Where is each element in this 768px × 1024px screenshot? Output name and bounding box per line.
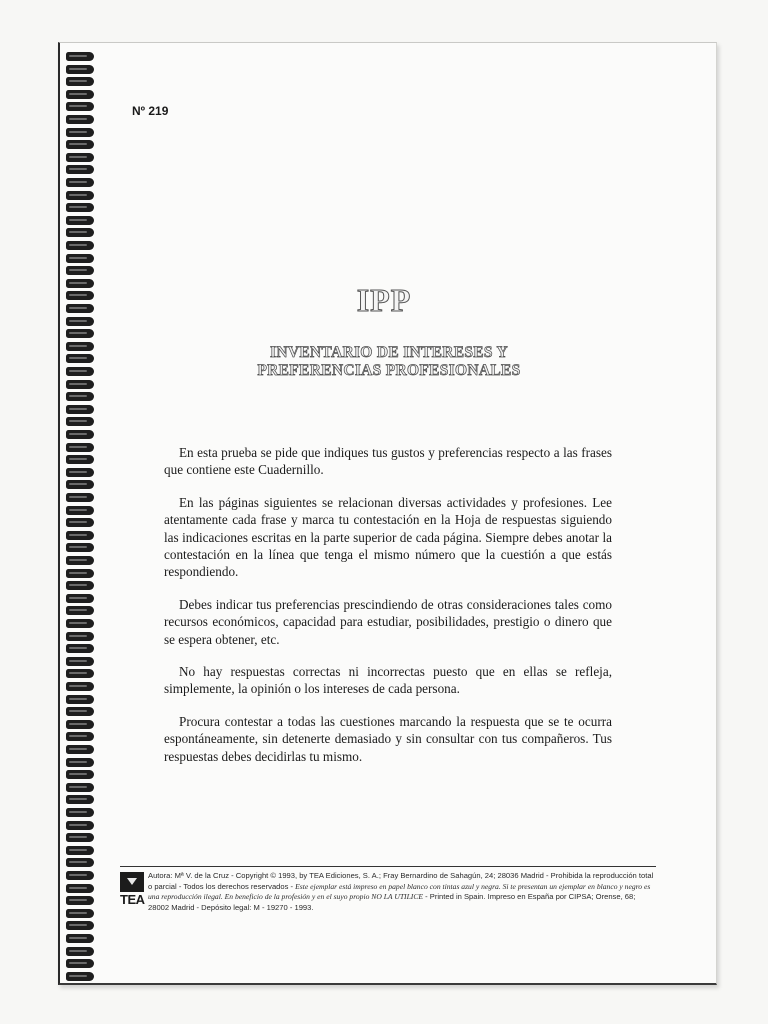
spiral-coil — [66, 934, 94, 943]
logo-text: TEA — [120, 892, 145, 907]
spiral-coil — [66, 430, 94, 439]
spiral-coil — [66, 443, 94, 452]
spiral-coil — [66, 115, 94, 124]
spiral-coil — [66, 531, 94, 540]
spiral-coil — [66, 518, 94, 527]
spiral-coil — [66, 758, 94, 767]
spiral-coil — [66, 480, 94, 489]
document-number: Nº 219 — [132, 104, 169, 118]
copyright-text-part-1: Autora: Mª V. de la Cruz - Copyright © 1993, by TEA Ediciones, S. A.; Fray Bernardino de Sahagún, 24; 28036 Madrid - Prohibida la reproducción total o parcial - Todos los derechos reservados - — [148, 871, 654, 891]
logo-arrow-icon — [120, 872, 144, 892]
spiral-coil — [66, 77, 94, 86]
spiral-coil — [66, 833, 94, 842]
spiral-coil — [66, 266, 94, 275]
instruction-paragraph: Procura contestar a todas las cuestiones marcando la respuesta que se te ocurra espontáneamente, sin detenerte demasiado y sin consultar con tus compañeros. Tus respuestas debes decidirlas tu mismo. — [164, 713, 612, 764]
instruction-paragraph: No hay respuestas correctas ni incorrectas puesto que en ellas se refleja, simplemente, la opinión o los intereses de cada persona. — [164, 664, 612, 697]
spiral-coil — [66, 556, 94, 565]
spiral-coil — [66, 216, 94, 225]
spiral-coil — [66, 203, 94, 212]
spiral-coil — [66, 178, 94, 187]
spiral-coil — [66, 506, 94, 515]
spiral-coil — [66, 191, 94, 200]
spiral-coil — [66, 90, 94, 99]
spiral-coil — [66, 165, 94, 174]
spiral-coil — [66, 392, 94, 401]
spiral-coil — [66, 720, 94, 729]
spiral-coil — [66, 657, 94, 666]
spiral-coil — [66, 329, 94, 338]
spiral-coil — [66, 921, 94, 930]
spiral-coil — [66, 455, 94, 464]
copyright-text-part-2: - Printed in Spain. Impreso en España por CIPSA; Orense, 68; 28002 Madrid - Depósito legal: M - 19270 - 1993. — [148, 892, 636, 912]
spiral-coil — [66, 380, 94, 389]
spiral-coil — [66, 871, 94, 880]
subtitle-line-2: PREFERENCIAS PROFESIONALES — [257, 362, 521, 379]
spiral-coil — [66, 695, 94, 704]
spiral-coil — [66, 254, 94, 263]
copyright-warning-italic: Este ejemplar está impreso en papel blanco con tintas azul y negra. Si te presentan un ejemplar en blanco y negro es una reproducción ilegal. En beneficio de la profesión y en el suyo propio NO LA UTILICE — [148, 881, 651, 901]
spiral-coil — [66, 569, 94, 578]
spiral-coil — [66, 228, 94, 237]
spiral-coil — [66, 102, 94, 111]
spiral-coil — [66, 619, 94, 628]
subtitle-line-1: INVENTARIO DE INTERESES Y — [270, 344, 508, 361]
spiral-coil — [66, 795, 94, 804]
spiral-coil — [66, 884, 94, 893]
spiral-binding — [66, 52, 96, 982]
spiral-coil — [66, 405, 94, 414]
spiral-coil — [66, 783, 94, 792]
spiral-coil — [66, 947, 94, 956]
spiral-coil — [66, 745, 94, 754]
spiral-coil — [66, 493, 94, 502]
spiral-coil — [66, 140, 94, 149]
instructions-body — [164, 444, 612, 780]
spiral-coil — [66, 808, 94, 817]
spiral-coil — [66, 682, 94, 691]
spiral-coil — [66, 858, 94, 867]
spiral-coil — [66, 468, 94, 477]
spiral-coil — [66, 65, 94, 74]
spiral-coil — [66, 128, 94, 137]
spiral-coil — [66, 241, 94, 250]
spiral-coil — [66, 732, 94, 741]
spiral-coil — [66, 543, 94, 552]
instruction-paragraph: En esta prueba se pide que indiques tus gustos y preferencias respecto a las frases que contiene este Cuadernillo. — [164, 445, 612, 478]
spiral-coil — [66, 669, 94, 678]
spiral-coil — [66, 972, 94, 981]
spiral-coil — [66, 594, 94, 603]
spiral-coil — [66, 896, 94, 905]
spiral-coil — [66, 846, 94, 855]
spiral-coil — [66, 153, 94, 162]
spiral-coil — [66, 959, 94, 968]
spiral-coil — [66, 909, 94, 918]
copyright-footer — [120, 866, 656, 913]
spiral-coil — [66, 52, 94, 61]
spiral-coil — [66, 644, 94, 653]
spiral-coil — [66, 417, 94, 426]
spiral-coil — [66, 821, 94, 830]
document-subtitle — [0, 344, 768, 380]
spiral-coil — [66, 581, 94, 590]
instruction-paragraph: Debes indicar tus preferencias prescindiendo de otras consideraciones tales como recursos económicos, capacidad para estudiar, posibilidades, prestigio o dinero que se espera obtener, etc. — [164, 596, 612, 647]
instruction-paragraph: En las páginas siguientes se relacionan diversas actividades y profesiones. Lee atentamente cada frase y marca tu contestación en la Hoja de respuestas siguiendo las indicaciones escritas en la parte superior de cada página. Siempre debes anotar la contestación en la línea que tenga el mismo número que la cuestión a que estás respondiendo. — [164, 494, 612, 580]
spiral-coil — [66, 632, 94, 641]
spiral-coil — [66, 606, 94, 615]
spiral-coil — [66, 707, 94, 716]
publisher-logo — [120, 872, 144, 912]
spiral-coil — [66, 770, 94, 779]
document-title: IPP — [356, 282, 412, 318]
copyright-text — [148, 871, 656, 913]
